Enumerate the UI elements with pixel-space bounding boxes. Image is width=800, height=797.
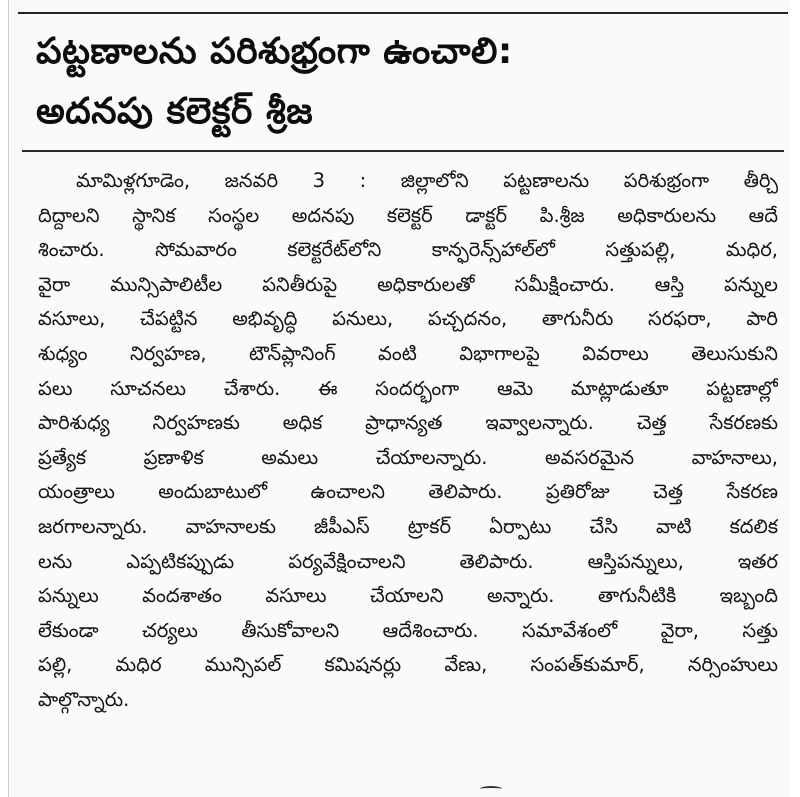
body-line: పారిశుధ్య నిర్వహణకు అధిక ప్రాధాన్యత ఇవ్వాలన్నారు. చెత్త సేకరణకు [38,411,778,435]
body-line: మామిళ్లగూడెం, జనవరి 3 : జిల్లాలోని పట్టణాలను పరిశుభ్రంగా తీర్చి [76,169,778,192]
cropped-text-fragment [480,786,502,792]
body-line: లను ఎప్పటికప్పుడు పర్యవేక్షించాలని తెలిపారు. ఆస్తిపన్నులు, ఇతర [38,549,778,573]
body-line: వసూలు, చేపట్టిన అభివృద్ధి పనులు, పచ్చదనం, తాగునీరు సరఫరా, పారి [38,307,778,331]
body-line: వైరా మున్సిపాలిటీల పనితీరుపై అధికారులతో సమీక్షించారు. ఆస్తి పన్నుల [38,272,778,296]
body-line: పలు సూచనలు చేశారు. ఈ సందర్భంగా ఆమె మాట్లాడుతూ పట్టణాల్లో [38,376,778,400]
headline-line-2: అదనపు కలెక్టర్ శ్రీజ [36,91,314,132]
body-line: శుధ్యం నిర్వహణ, టౌన్‌ప్లానింగ్ వంటి విభాగాలపై వివరాలు తెలుసుకుని [38,341,778,365]
body-line: లేకుండా చర్యలు తీసుకోవాలని ఆదేశించారు. సమావేశంలో వైరా, సత్తు [38,618,778,642]
article-body [38,164,778,718]
body-line: జరగాలన్నారు. వాహనాలకు జీపీఎస్ ట్రాకర్ ఏర్పాటు చేసి వాటి కదలిక [38,514,778,538]
headline-divider [22,150,784,152]
top-divider [18,12,788,14]
body-line: దిద్దాలని స్థానిక సంస్థల అదనపు కలెక్టర్ డాక్టర్ పి.శ్రీజ అధికారులను ఆదే [38,203,778,227]
body-line: పల్లి, మధిర మున్సిపల్ కమిషనర్లు వేణు, సంపత్‌కుమార్, నర్సింహులు [38,653,778,677]
body-line: శించారు. సోమవారం కలెక్టరేట్‌లోని కాన్ఫరెన్స్‌హాల్‌లో సత్తుపల్లి, మధిర, [38,238,778,262]
body-line: ప్రత్యేక ప్రణాళిక అమలు చేయాలన్నారు. అవసరమైన వాహనాలు, [38,445,778,469]
headline-line-1: పట్టణాలను పరిశుభ్రంగా ఉంచాలి: [36,31,513,72]
body-line: పన్నులు వందశాతం వసూలు చేయాలని అన్నారు. తాగునీటికి ఇబ్బంది [38,584,778,608]
body-line: పాల్గొన్నారు. [38,687,130,711]
article-headline [36,22,776,142]
body-line: యంత్రాలు అందుబాటులో ఉంచాలని తెలిపారు. ప్రతిరోజు చెత్త సేకరణ [38,480,778,504]
